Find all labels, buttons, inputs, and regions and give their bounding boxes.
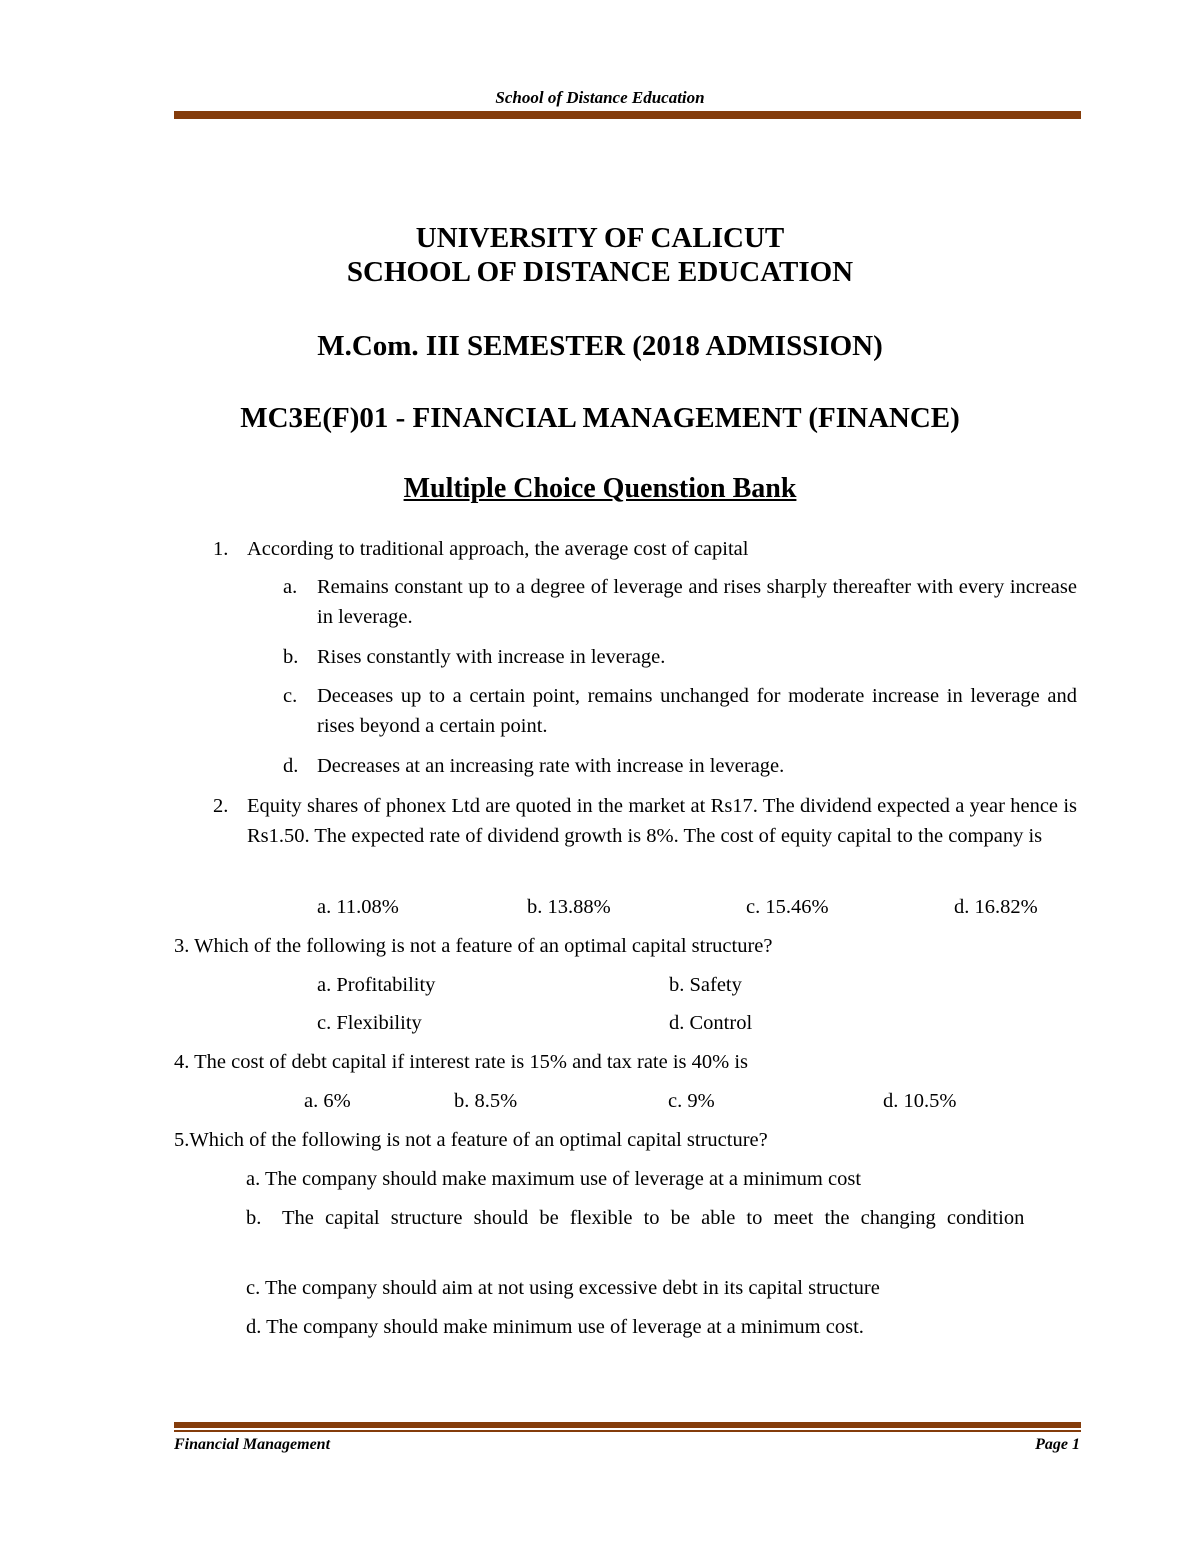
header-rule (174, 111, 1081, 119)
q2-option-b: b. 13.88% (527, 896, 611, 918)
university-title: UNIVERSITY OF CALICUT (415, 222, 785, 254)
q2-number: 2. (213, 795, 229, 817)
running-header: School of Distance Education (495, 88, 705, 107)
course-title: MC3E(F)01 - FINANCIAL MANAGEMENT (FINANCE) (240, 402, 960, 434)
q2-option-c: c. 15.46% (746, 896, 829, 918)
q1-number: 1. (213, 538, 229, 560)
footer-rule-thick (174, 1422, 1081, 1428)
school-title: SCHOOL OF DISTANCE EDUCATION (346, 256, 854, 288)
q5-option-c: c. The company should aim at not using excessive debt in its capital structure (246, 1277, 880, 1299)
q3-option-a: a. Profitability (317, 974, 436, 996)
q1-c-label: c. (283, 685, 298, 707)
q3-option-b: b. Safety (669, 974, 742, 996)
footer-course-name: Financial Management (174, 1436, 331, 1453)
q5-text: 5.Which of the following is not a feature of an optimal capital structure? (174, 1129, 768, 1151)
q1-option-c: Deceases up to a certain point, remains unchanged for moderate increase in leverage and rises beyond a certain point. (317, 685, 1077, 737)
q5-b-label: b. (246, 1207, 262, 1229)
footer-page-number: Page 1 (1035, 1436, 1080, 1453)
q4-option-c: c. 9% (668, 1090, 715, 1112)
footer-rule-thin (174, 1430, 1081, 1432)
q3-option-c: c. Flexibility (317, 1012, 422, 1034)
q3-option-d: d. Control (669, 1012, 753, 1034)
q1-a-label: a. (283, 576, 298, 598)
q4-text: 4. The cost of debt capital if interest rate is 15% and tax rate is 40% is (174, 1051, 749, 1073)
q1-option-a: Remains constant up to a degree of leverage and rises sharply thereafter with every increase in leverage. (317, 576, 1077, 628)
q1-option-d: Decreases at an increasing rate with increase in leverage. (317, 755, 785, 777)
q1-d-label: d. (283, 755, 299, 777)
q4-option-d: d. 10.5% (883, 1090, 957, 1112)
q5-option-a: a. The company should make maximum use of leverage at a minimum cost (246, 1168, 862, 1190)
q1-option-b: Rises constantly with increase in leverage. (317, 646, 666, 668)
q1-text: According to traditional approach, the average cost of capital (247, 538, 749, 560)
q4-option-a: a. 6% (304, 1090, 351, 1112)
q4-option-b: b. 8.5% (454, 1090, 518, 1112)
q2-text: Equity shares of phonex Ltd are quoted in the market at Rs17. The dividend expected a year hence is Rs1.50. The expected rate of dividend growth is 8%. The cost of equity capital to the company is (247, 795, 1077, 847)
q5-option-b: The capital structure should be flexible to be able to meet the changing condition (282, 1207, 1025, 1229)
q5-option-d: d. The company should make minimum use of leverage at a minimum cost. (246, 1316, 864, 1338)
q2-option-a: a. 11.08% (317, 896, 399, 918)
q2-option-d: d. 16.82% (954, 896, 1038, 918)
q1-b-label: b. (283, 646, 299, 668)
semester-title: M.Com. III SEMESTER (2018 ADMISSION) (317, 330, 883, 362)
q3-text: 3. Which of the following is not a feature of an optimal capital structure? (174, 935, 773, 957)
question-bank-title: Multiple Choice Quenstion Bank (403, 473, 797, 504)
